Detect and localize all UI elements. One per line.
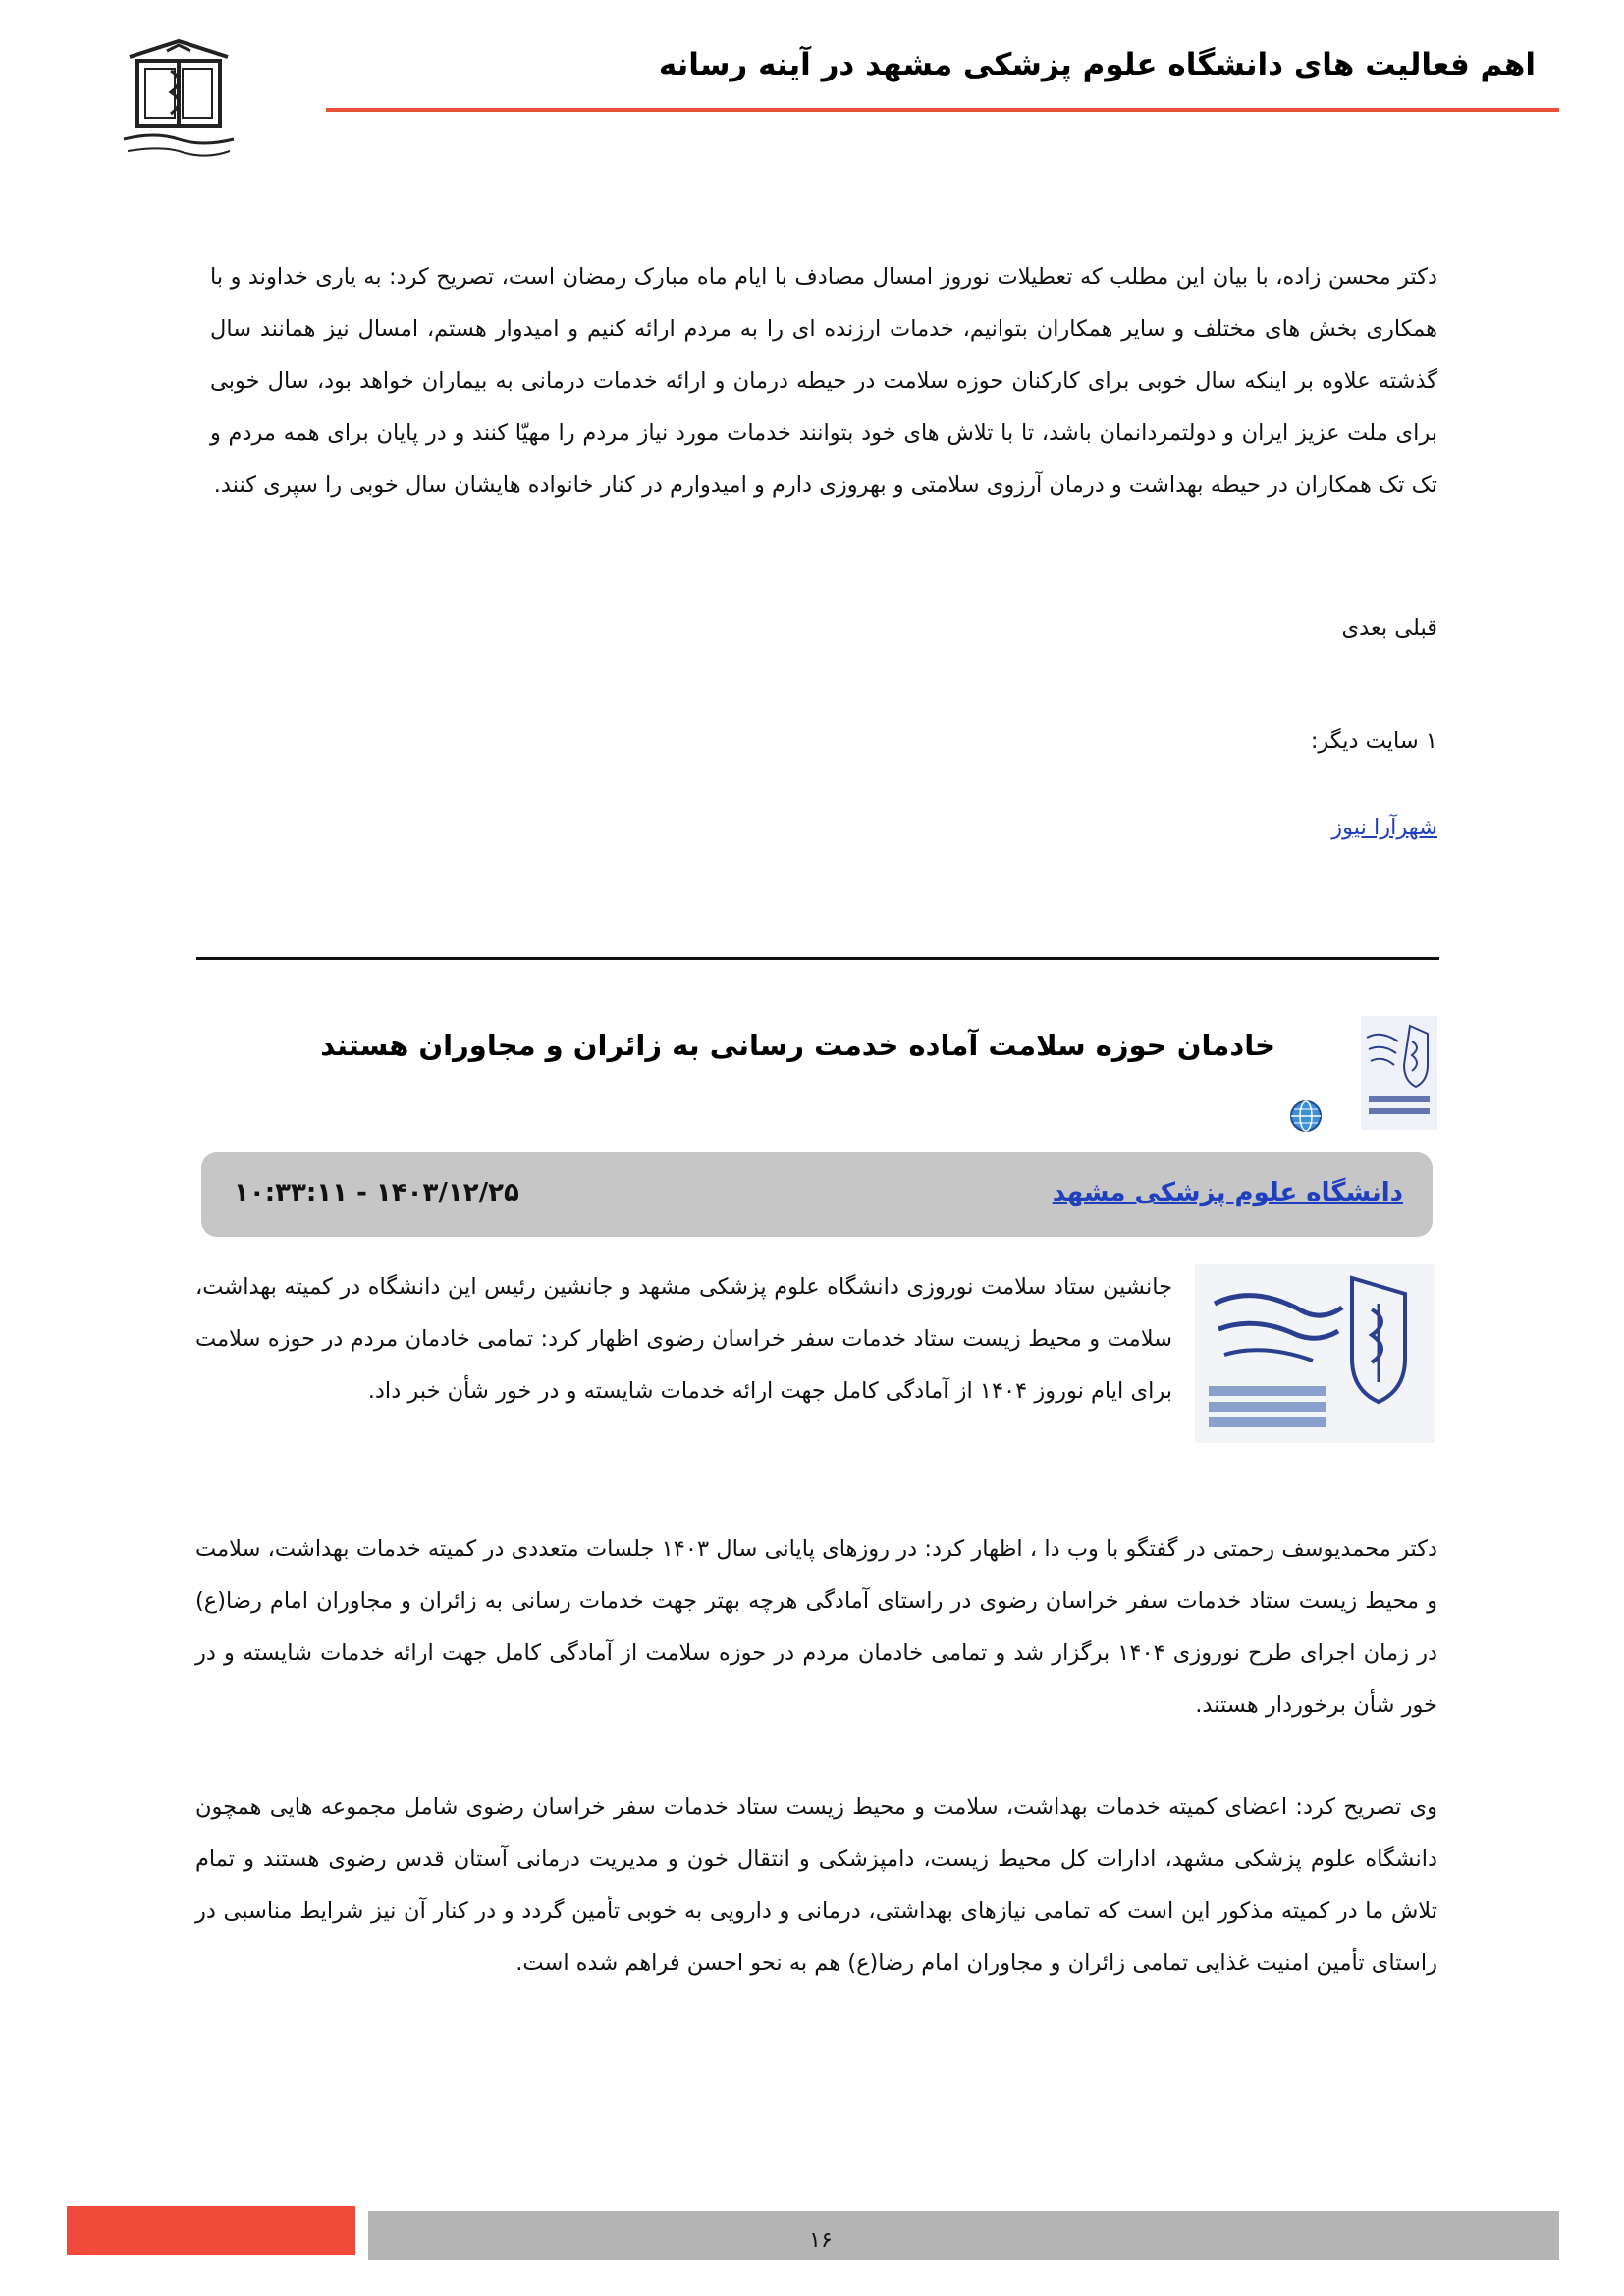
page-number: ۱۶ <box>809 2228 833 2253</box>
prev-next-nav[interactable]: قبلی بعدی <box>1341 615 1437 641</box>
article-lead-paragraph: جانشین ستاد سلامت نوروزی دانشگاه علوم پزشکی مشهد و جانشین رئیس این دانشگاه در کمیته بهداشت، سلامت و محیط زیست ستاد خدمات سفر خراسان رضوی اظهار کرد: تمامی خادمان مردم در حوزه سلامت برای ایام نوروز ۱۴۰۴ از آمادگی کامل جهت ارائه خدمات شایسته و در خور شأن خبر داد. <box>195 1274 1172 1404</box>
other-sites-label: ۱ سایت دیگر: <box>1310 728 1437 754</box>
footer-accent-bar <box>67 2206 355 2255</box>
section-divider <box>196 957 1439 960</box>
article-paragraph: وی تصریح کرد: اعضای کمیته خدمات بهداشت، سلامت و محیط زیست ستاد خدمات سفر خراسان رضوی شامل مجموعه هایی همچون دانشگاه علوم پزشکی مشهد، ادارات کل محیط زیست، دامپزشکی و انتقال خون و مدیریت درمانی آستان قدس رضوی هستند و تمام تلاش ما در کمیته مذکور این است که تمامی نیازهای بهداشتی، درمانی و دارویی به خوبی تأمین گردد و در کنار آن نیز شرایط مناسبی در راستای تأمین امنیت غذایی تمامی زائران و مجاوران امام رضا(ع) هم به نحو احسن فراهم شده است. <box>195 1794 1437 1976</box>
article-datetime: ۱۴۰۳/۱۲/۲۵ - ۱۰:۳۳:۱۱ <box>234 1178 519 1207</box>
university-logo-image <box>1195 1264 1435 1443</box>
page-header-title: اهم فعالیت های دانشگاه علوم پزشکی مشهد در آینه رسانه <box>658 47 1536 82</box>
article-paragraph: دکتر محمدیوسف رحمتی در گفتگو با وب دا ، اظهار کرد: در روزهای پایانی سال ۱۴۰۳ جلسات متعددی در کمیته خدمات بهداشت، سلامت و محیط زیست ستاد خدمات سفر خراسان رضوی در راستای آمادگی هرچه بهتر جهت خدمات رسانی به زائران و مجاوران امام رضا(ع) در زمان اجرای طرح نوروزی ۱۴۰۴ برگزار شد و تمامی خادمان مردم در حوزه سلامت از آمادگی کامل جهت ارائه خدمات شایسته و در خور شأن برخوردار هستند. <box>195 1536 1437 1718</box>
header-divider <box>326 108 1559 112</box>
university-logo-icon <box>1361 1016 1437 1130</box>
article-meta-bar <box>201 1152 1433 1237</box>
globe-icon[interactable] <box>1289 1099 1323 1133</box>
site-link[interactable]: شهرآرا نیوز <box>1331 815 1437 840</box>
article-paragraph: دکتر محسن زاده، با بیان این مطلب که تعطیلات نوروز امسال مصادف با ایام ماه مبارک رمضان است، تصریح کرد: به یاری خداوند و با همکاری بخش های مختلف و سایر همکاران بتوانیم، خدمات ارزنده ای را به مردم ارائه کنیم و امیدوار هستم، امسال نیز همانند سال گذشته علاوه بر اینکه سال خوبی برای کارکنان حوزه سلامت در حیطه درمان و ارائه خدمات درمانی به بیماران خواهد بود، سال خوبی برای ملت عزیز ایران و دولتمردانمان باشد، تا با تلاش های خود بتوانند خدمات مورد نیاز مردم را مهیّا کنند و در پایان برای همه مردم و تک تک همکاران در حیطه بهداشت و درمان آرزوی سلامتی و بهروزی دارم و امیدوارم در کنار خانواده هایشان سال خوبی را سپری کنند. <box>210 264 1437 498</box>
footer-bar <box>368 2211 1559 2260</box>
university-seal-icon <box>116 37 242 163</box>
source-link[interactable]: دانشگاه علوم پزشکی مشهد <box>1052 1178 1403 1207</box>
article-title[interactable]: خادمان حوزه سلامت آماده خدمت رسانی به زائران و مجاوران هستند <box>320 1029 1275 1062</box>
